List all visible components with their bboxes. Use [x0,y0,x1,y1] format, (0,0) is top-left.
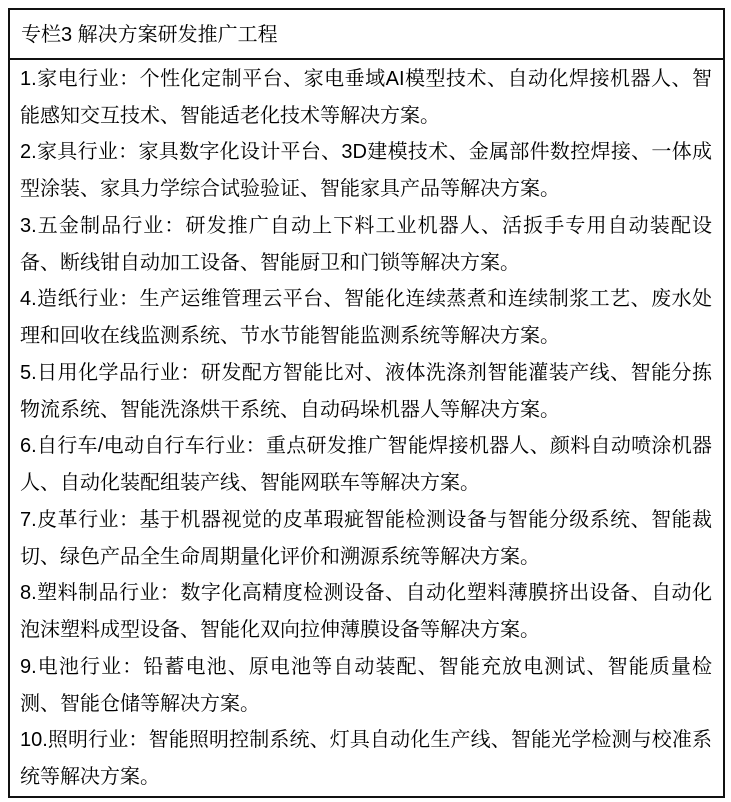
solution-item: 10.照明行业：智能照明控制系统、灯具自动化生产线、智能光学检测与校准系统等解决方案。 [20,729,712,788]
solution-item: 2.家具行业：家具数字化设计平台、3D建模技术、金属部件数控焊接、一体成型涂装、家具力学综合试验验证、智能家具产品等解决方案。 [20,141,712,200]
solution-item: 9.电池行业：铅蓄电池、原电池等自动装配、智能充放电测试、智能质量检测、智能仓储等解决方案。 [20,655,712,715]
solution-item: 4.造纸行业：生产运维管理云平台、智能化连续蒸煮和连续制浆工艺、废水处理和回收在线监测系统、节水节能智能监测系统等解决方案。 [20,288,712,347]
solution-item: 5.日用化学品行业：研发配方智能比对、液体洗涤剂智能灌装产线、智能分拣物流系统、智能洗涤烘干系统、自动码垛机器人等解决方案。 [20,361,712,421]
solution-item: 8.塑料制品行业：数字化高精度检测设备、自动化塑料薄膜挤出设备、自动化泡沫塑料成型设备、智能化双向拉伸薄膜设备等解决方案。 [20,582,712,641]
solution-item: 3.五金制品行业：研发推广自动上下料工业机器人、活扳手专用自动装配设备、断线钳自动加工设备、智能厨卫和门锁等解决方案。 [20,214,712,274]
solution-item: 6.自行车/电动自行车行业：重点研发推广智能焊接机器人、颜料自动喷涂机器人、自动化装配组装产线、智能网联车等解决方案。 [20,435,712,494]
table-title: 专栏3 解决方案研发推广工程 [21,24,278,46]
solution-program-table [8,8,725,798]
table-header-row [10,10,723,60]
solution-item: 1.家电行业：个性化定制平台、家电垂域AI模型技术、自动化焊接机器人、智能感知交互技术、智能适老化技术等解决方案。 [20,67,712,127]
solution-list [10,60,723,796]
solution-item: 7.皮革行业：基于机器视觉的皮革瑕疵智能检测设备与智能分级系统、智能裁切、绿色产品全生命周期量化评价和溯源系统等解决方案。 [20,508,712,568]
